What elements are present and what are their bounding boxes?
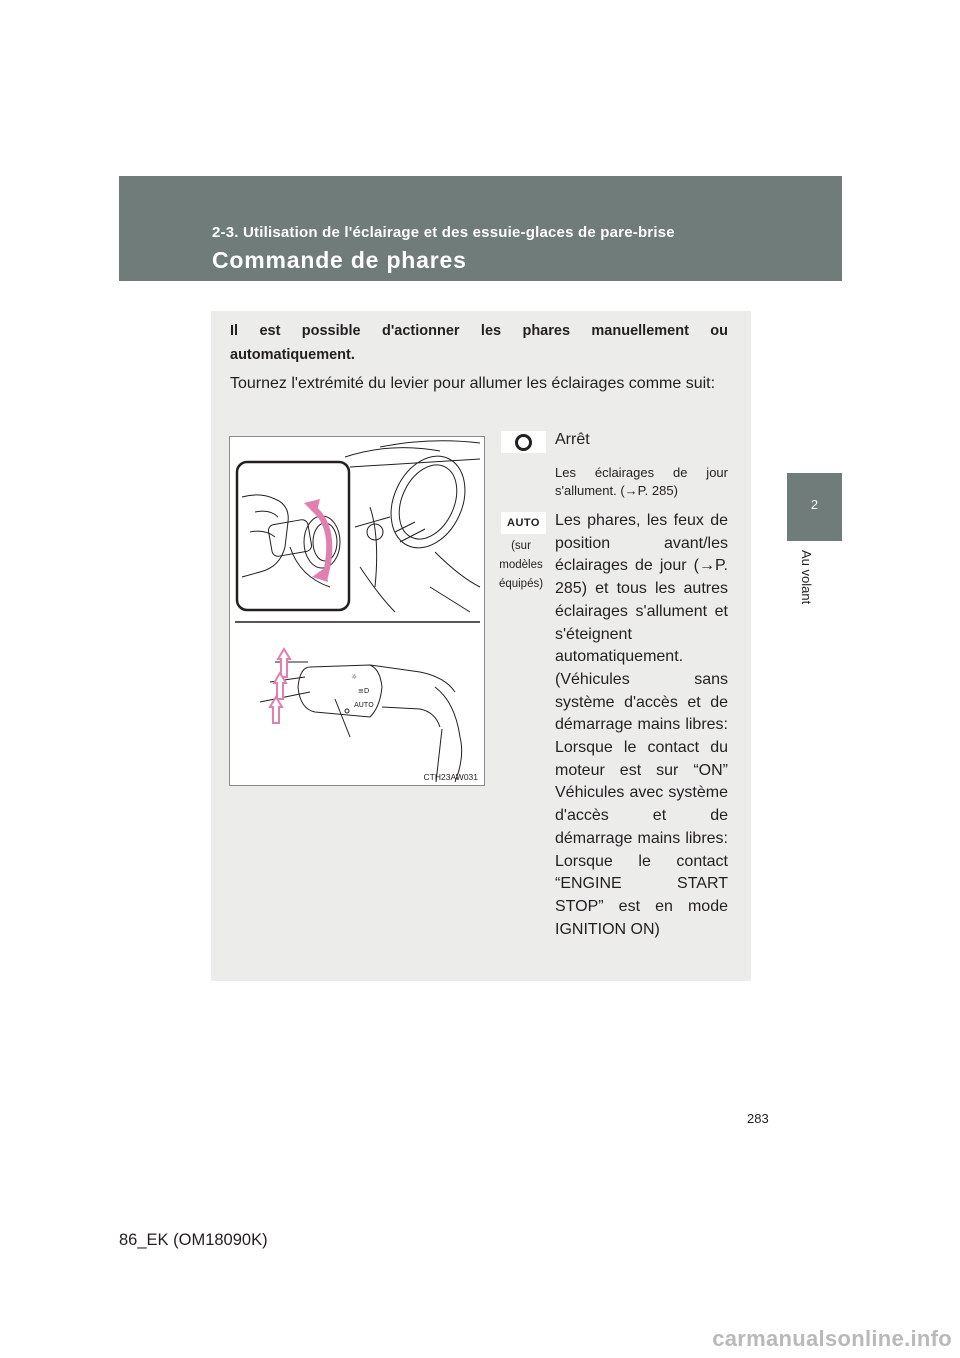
auto-position-description: [555, 510, 728, 941]
watermark: [0, 1318, 960, 1358]
chapter-label: Au volant: [799, 550, 814, 605]
instruction-text: Tournez l'extrémité du levier pour allumer les éclairages comme suit:: [230, 375, 716, 392]
auto-symbol: AUTO: [501, 512, 546, 534]
figure-code: CTH23AW031: [423, 772, 478, 782]
off-ring-icon: [515, 434, 532, 451]
svg-text:≡D: ≡D: [358, 687, 370, 695]
headlight-lever-illustration: [230, 437, 484, 785]
page-title: Commande de phares: [212, 247, 467, 273]
off-position-title: Arrêt: [555, 431, 590, 448]
off-position-description: Les éclairages de jour s'allument. (→P. 285): [555, 465, 728, 498]
headlight-switch-figure: [229, 436, 485, 786]
section-label: 2-3. Utilisation de l'éclairage et des essuie-glaces de pare-brise: [212, 224, 675, 241]
chapter-number: 2: [810, 497, 819, 512]
auto-availability-note: (sur modèles équipés): [498, 540, 544, 590]
page-number: 283: [747, 1111, 769, 1126]
page-header: [119, 176, 842, 281]
svg-text:AUTO: AUTO: [354, 701, 374, 709]
content-panel: [211, 311, 751, 981]
document-code: 86_EK (OM18090K): [119, 1231, 268, 1249]
watermark-text: carmanualsonline.info: [712, 1326, 952, 1351]
off-symbol: [501, 431, 546, 453]
intro-text: Il est possible d'actionner les phares manuellement ou automatiquement.: [230, 323, 728, 363]
svg-text:☼: ☼: [351, 673, 358, 681]
auto-description-lines: Les phares, les feux de position avant/les éclairages de jour (→P. 285) et tous les autres éclairages s'allument et s'éteignent automatiquement. (Véhicules sans système d'accès et de démarrage mains libres: Lorsque le contact du moteur est sur “ON” Véhicules avec système d'accès et de démarrage mains libres: Lorsque le contact “ENGINE START STOP” est en mode IGNITION ON): [555, 512, 728, 938]
chapter-tab[interactable]: [787, 473, 842, 541]
